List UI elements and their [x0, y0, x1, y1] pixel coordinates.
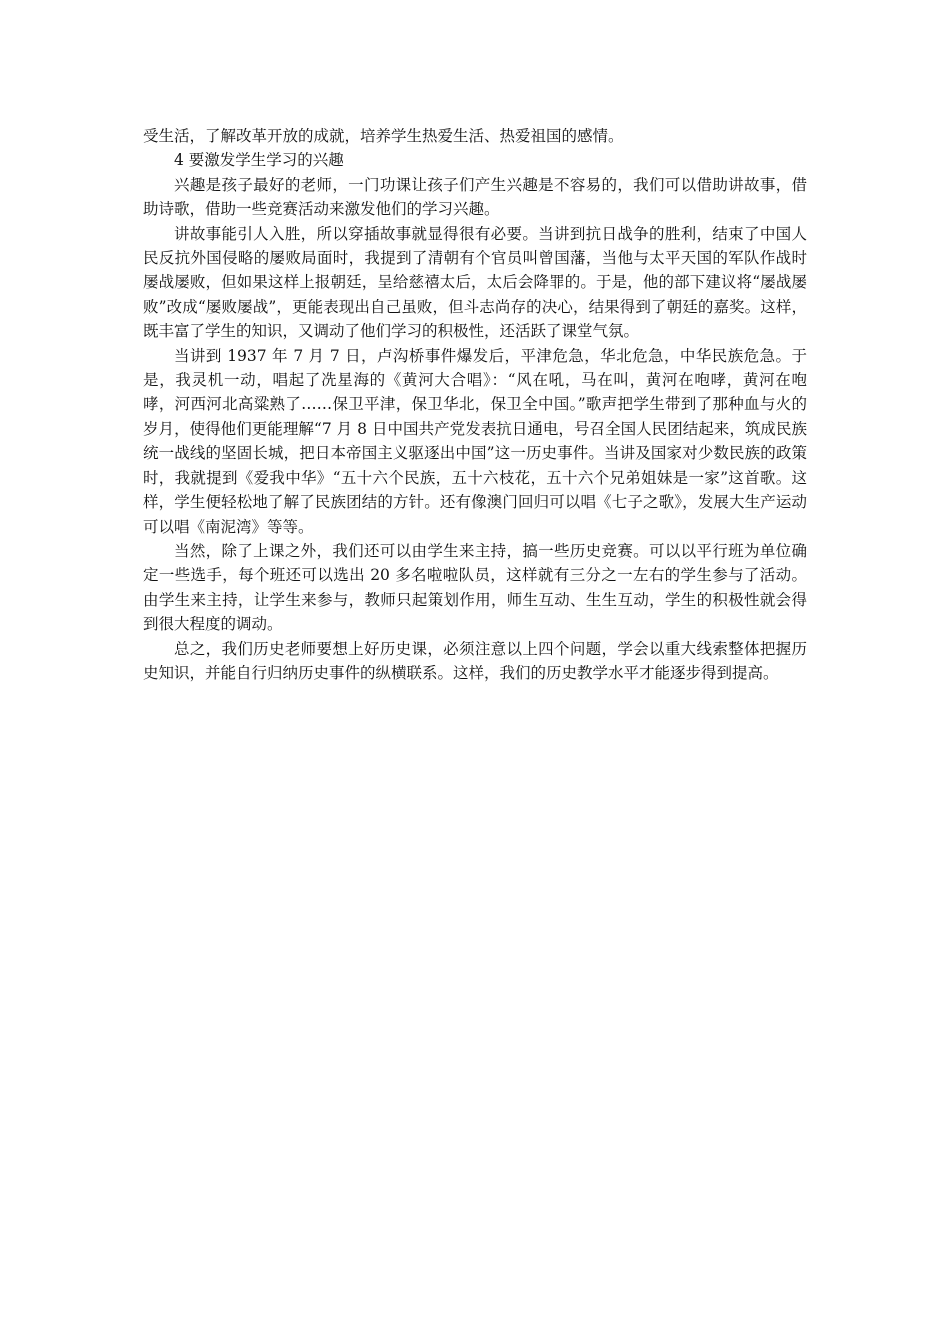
- paragraph-interest-intro: 兴趣是孩子最好的老师，一门功课让孩子们产生兴趣是不容易的，我们可以借助讲故事，借助诗歌，借助一些竞赛活动来激发他们的学习兴趣。: [143, 175, 807, 219]
- paragraph-songs: 当讲到 1937 年 7 月 7 日，卢沟桥事件爆发后，平津危急，华北危急，中华民族危急。于是，我灵机一动，唱起了冼星海的《黄河大合唱》：“风在吼，马在叫，黄河在咆哮，黄河在咆哮，河西河北高粱熟了……保卫平津，保卫华北，保卫全中国。”歌声把学生带到了那种血与火的岁月，使得他们更能理解“7 月 8 日中国共产党发表抗日通电，号召全国人民团结起来，筑成民族统一战线的坚固长城，把日本帝国主义驱逐出中国”这一历史事件。当讲及国家对少数民族的政策时，我就提到《爱我中华》“五十六个民族，五十六枝花，五十六个兄弟姐妹是一家”这首歌。这样，学生便轻松地了解了民族团结的方针。还有像澳门回归可以唱《七子之歌》，发展大生产运动可以唱《南泥湾》等等。: [143, 346, 807, 536]
- paragraph-conclusion: 总之，我们历史老师要想上好历史课，必须注意以上四个问题，学会以重大线索整体把握历史知识，并能自行归纳历史事件的纵横联系。这样，我们的历史教学水平才能逐步得到提高。: [143, 639, 807, 682]
- section-heading: 4 要激发学生学习的兴趣: [174, 151, 344, 170]
- paragraph-competitions: 当然，除了上课之外，我们还可以由学生来主持，搞一些历史竞赛。可以以平行班为单位确定一些选手，每个班还可以选出 20 多名啦啦队员，这样就有三分之一左右的学生参与了活动。由学生来主持，让学生来参与，教师只起策划作用，师生互动、生生互动，学生的积极性就会得到很大程度的调动。: [143, 541, 807, 634]
- document-page: [143, 124, 807, 685]
- paragraph-storytelling: 讲故事能引人入胜，所以穿插故事就显得很有必要。当讲到抗日战争的胜利，结束了中国人民反抗外国侵略的屡败局面时，我提到了清朝有个官员叫曾国藩，当他与太平天国的军队作战时屡战屡败，但如果这样上报朝廷，呈给慈禧太后，太后会降罪的。于是，他的部下建议将“屡战屡败”改成“屡败屡战”，更能表现出自己虽败，但斗志尚存的决心，结果得到了朝廷的嘉奖。这样，既丰富了学生的知识，又调动了他们学习的积极性，还活跃了课堂气氛。: [143, 224, 807, 341]
- continuation-paragraph: 受生活，了解改革开放的成就，培养学生热爱生活、热爱祖国的感情。: [143, 127, 624, 145]
